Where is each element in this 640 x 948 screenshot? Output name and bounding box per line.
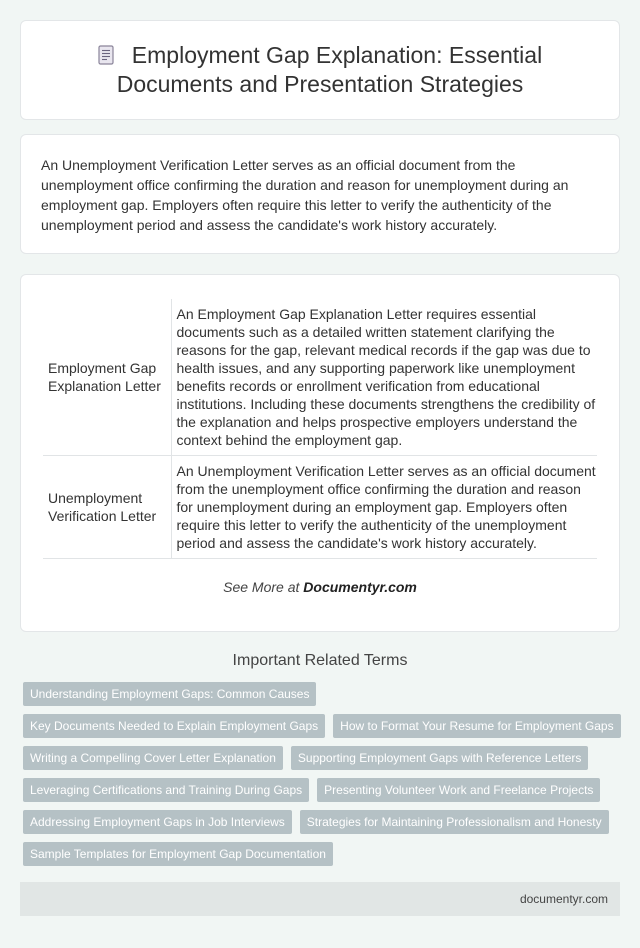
related-tag[interactable]: Addressing Employment Gaps in Job Interviews [23,810,292,834]
related-tag[interactable]: Supporting Employment Gaps with Reference Letters [291,746,588,770]
related-tag[interactable]: Writing a Compelling Cover Letter Explanation [23,746,283,770]
related-tag[interactable]: Strategies for Maintaining Professionalism and Honesty [300,810,609,834]
page-title-text: Employment Gap Explanation: Essential Documents and Presentation Strategies [116,42,543,97]
see-more-prefix: See More at [223,579,300,595]
footer-site[interactable]: documentyr.com [519,892,608,906]
related-tag[interactable]: Understanding Employment Gaps: Common Causes [23,682,316,706]
term-cell: Unemployment Verification Letter [43,456,171,559]
term-cell: Employment Gap Explanation Letter [43,299,171,456]
summary-card [20,134,620,254]
related-tag[interactable]: Key Documents Needed to Explain Employment Gaps [23,714,325,738]
summary-text: An Unemployment Verification Letter serves as an official document from the unemployment office confirming the duration and reason for unemployment during an employment gap. Employers often require this letter to verify the authenticity of the unemployment period and assess the candidate's work history accurately. [41,157,569,233]
related-tag[interactable]: Leveraging Certifications and Training During Gaps [23,778,309,802]
see-more-link[interactable]: Documentyr.com [303,579,417,595]
description-cell: An Unemployment Verification Letter serves as an official document from the unemployment office confirming the duration and reason for unemployment during an employment gap. Employers often require this letter to verify the authenticity of the unemployment period and assess the candidate's work history accurately. [171,456,597,559]
page-title [51,41,589,99]
related-terms-heading: Important Related Terms [232,652,408,669]
related-tag[interactable]: How to Format Your Resume for Employment Gaps [333,714,620,738]
title-card [20,20,620,120]
table-row [43,299,597,456]
footer [20,882,620,916]
related-tag[interactable]: Sample Templates for Employment Gap Documentation [23,842,333,866]
document-icon [98,43,114,63]
terms-table [43,299,597,559]
terms-table-card [20,274,620,632]
table-row [43,456,597,559]
related-tags [20,682,620,866]
description-cell: An Employment Gap Explanation Letter requires essential documents such as a detailed written statement clarifying the reasons for the gap, relevant medical records if the gap was due to health issues, and any supporting paperwork like unemployment benefits records or enrollment verification from educational institutions. Including these documents strengthens the credibility of the explanation and helps prospective employers understand the context behind the employment gap. [171,299,597,456]
see-more [43,579,597,595]
related-tag[interactable]: Presenting Volunteer Work and Freelance Projects [317,778,600,802]
